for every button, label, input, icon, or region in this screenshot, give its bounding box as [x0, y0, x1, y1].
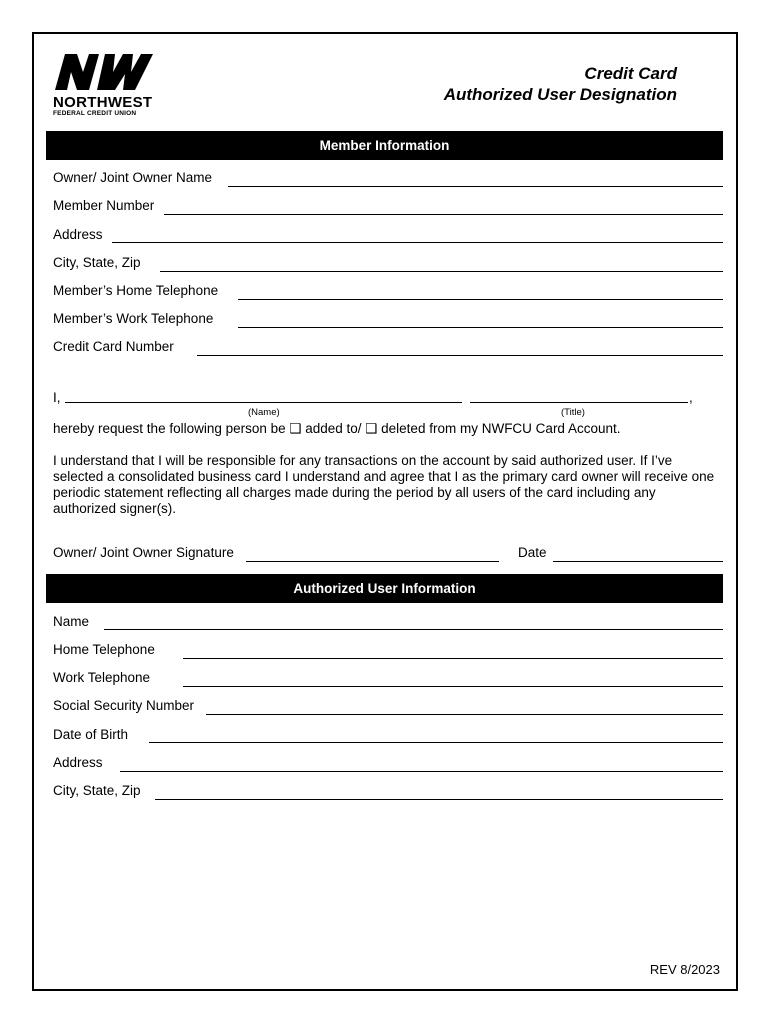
au-dob-field[interactable] — [149, 742, 723, 743]
au-ssn-field[interactable] — [206, 714, 723, 715]
city-state-zip-field[interactable] — [160, 271, 723, 272]
au-name-field[interactable] — [104, 629, 723, 630]
form-title-line1: Credit Card — [584, 64, 677, 83]
credit-card-number-label: Credit Card Number — [53, 339, 174, 354]
request-comma: , — [689, 390, 693, 405]
au-address-field[interactable] — [120, 771, 723, 772]
request-sentence: hereby request the following person be ❑ added to/ ❑ deleted from my NWFCU Card Account. — [53, 421, 621, 436]
address-field[interactable] — [112, 242, 723, 243]
au-home-telephone-field[interactable] — [183, 658, 723, 659]
member-info-heading: Member Information — [46, 131, 723, 160]
authorized-user-heading: Authorized User Information — [46, 574, 723, 603]
owner-name-field[interactable] — [228, 186, 723, 187]
date-field[interactable] — [553, 561, 723, 562]
home-telephone-label: Member’s Home Telephone — [53, 283, 219, 298]
logo-name: NORTHWEST — [53, 94, 153, 111]
home-telephone-field[interactable] — [238, 299, 723, 300]
work-telephone-field[interactable] — [238, 327, 723, 328]
name-caption: (Name) — [248, 407, 280, 418]
northwest-logo-icon — [53, 50, 163, 94]
responsibility-statement: I understand that I will be responsible for any transactions on the account by said authorized user. If I’ve selected a consolidated business card I understand and agree that I as the primary card owner will receive one periodic statement reflecting all charges made during the period by all users of the card including any authorized signer(s). — [53, 453, 715, 516]
date-label: Date — [518, 545, 547, 560]
au-name-label: Name — [53, 614, 90, 629]
member-number-field[interactable] — [164, 214, 723, 215]
au-work-telephone-field[interactable] — [183, 686, 723, 687]
au-city-state-zip-field[interactable] — [155, 799, 723, 800]
au-work-telephone-label: Work Telephone — [53, 670, 151, 685]
revision-label: REV 8/2023 — [649, 962, 720, 977]
au-address-label: Address — [53, 755, 103, 770]
request-prefix: I, — [53, 390, 61, 405]
au-ssn-label: Social Security Number — [53, 698, 195, 713]
title-caption: (Title) — [561, 407, 585, 418]
request-title-field[interactable] — [470, 402, 688, 403]
owner-signature-label: Owner/ Joint Owner Signature — [53, 545, 234, 560]
member-number-label: Member Number — [53, 198, 155, 213]
au-city-state-zip-label: City, State, Zip — [53, 783, 141, 798]
au-dob-label: Date of Birth — [53, 727, 129, 742]
request-name-field[interactable] — [65, 402, 462, 403]
form-title-line2: Authorized User Designation — [443, 85, 677, 104]
au-home-telephone-label: Home Telephone — [53, 642, 155, 657]
owner-signature-field[interactable] — [246, 561, 499, 562]
owner-name-label: Owner/ Joint Owner Name — [53, 170, 213, 185]
credit-card-number-field[interactable] — [197, 355, 723, 356]
work-telephone-label: Member’s Work Telephone — [53, 311, 214, 326]
city-state-zip-label: City, State, Zip — [53, 255, 141, 270]
logo-subtitle: FEDERAL CREDIT UNION — [53, 110, 137, 117]
address-label: Address — [53, 227, 103, 242]
